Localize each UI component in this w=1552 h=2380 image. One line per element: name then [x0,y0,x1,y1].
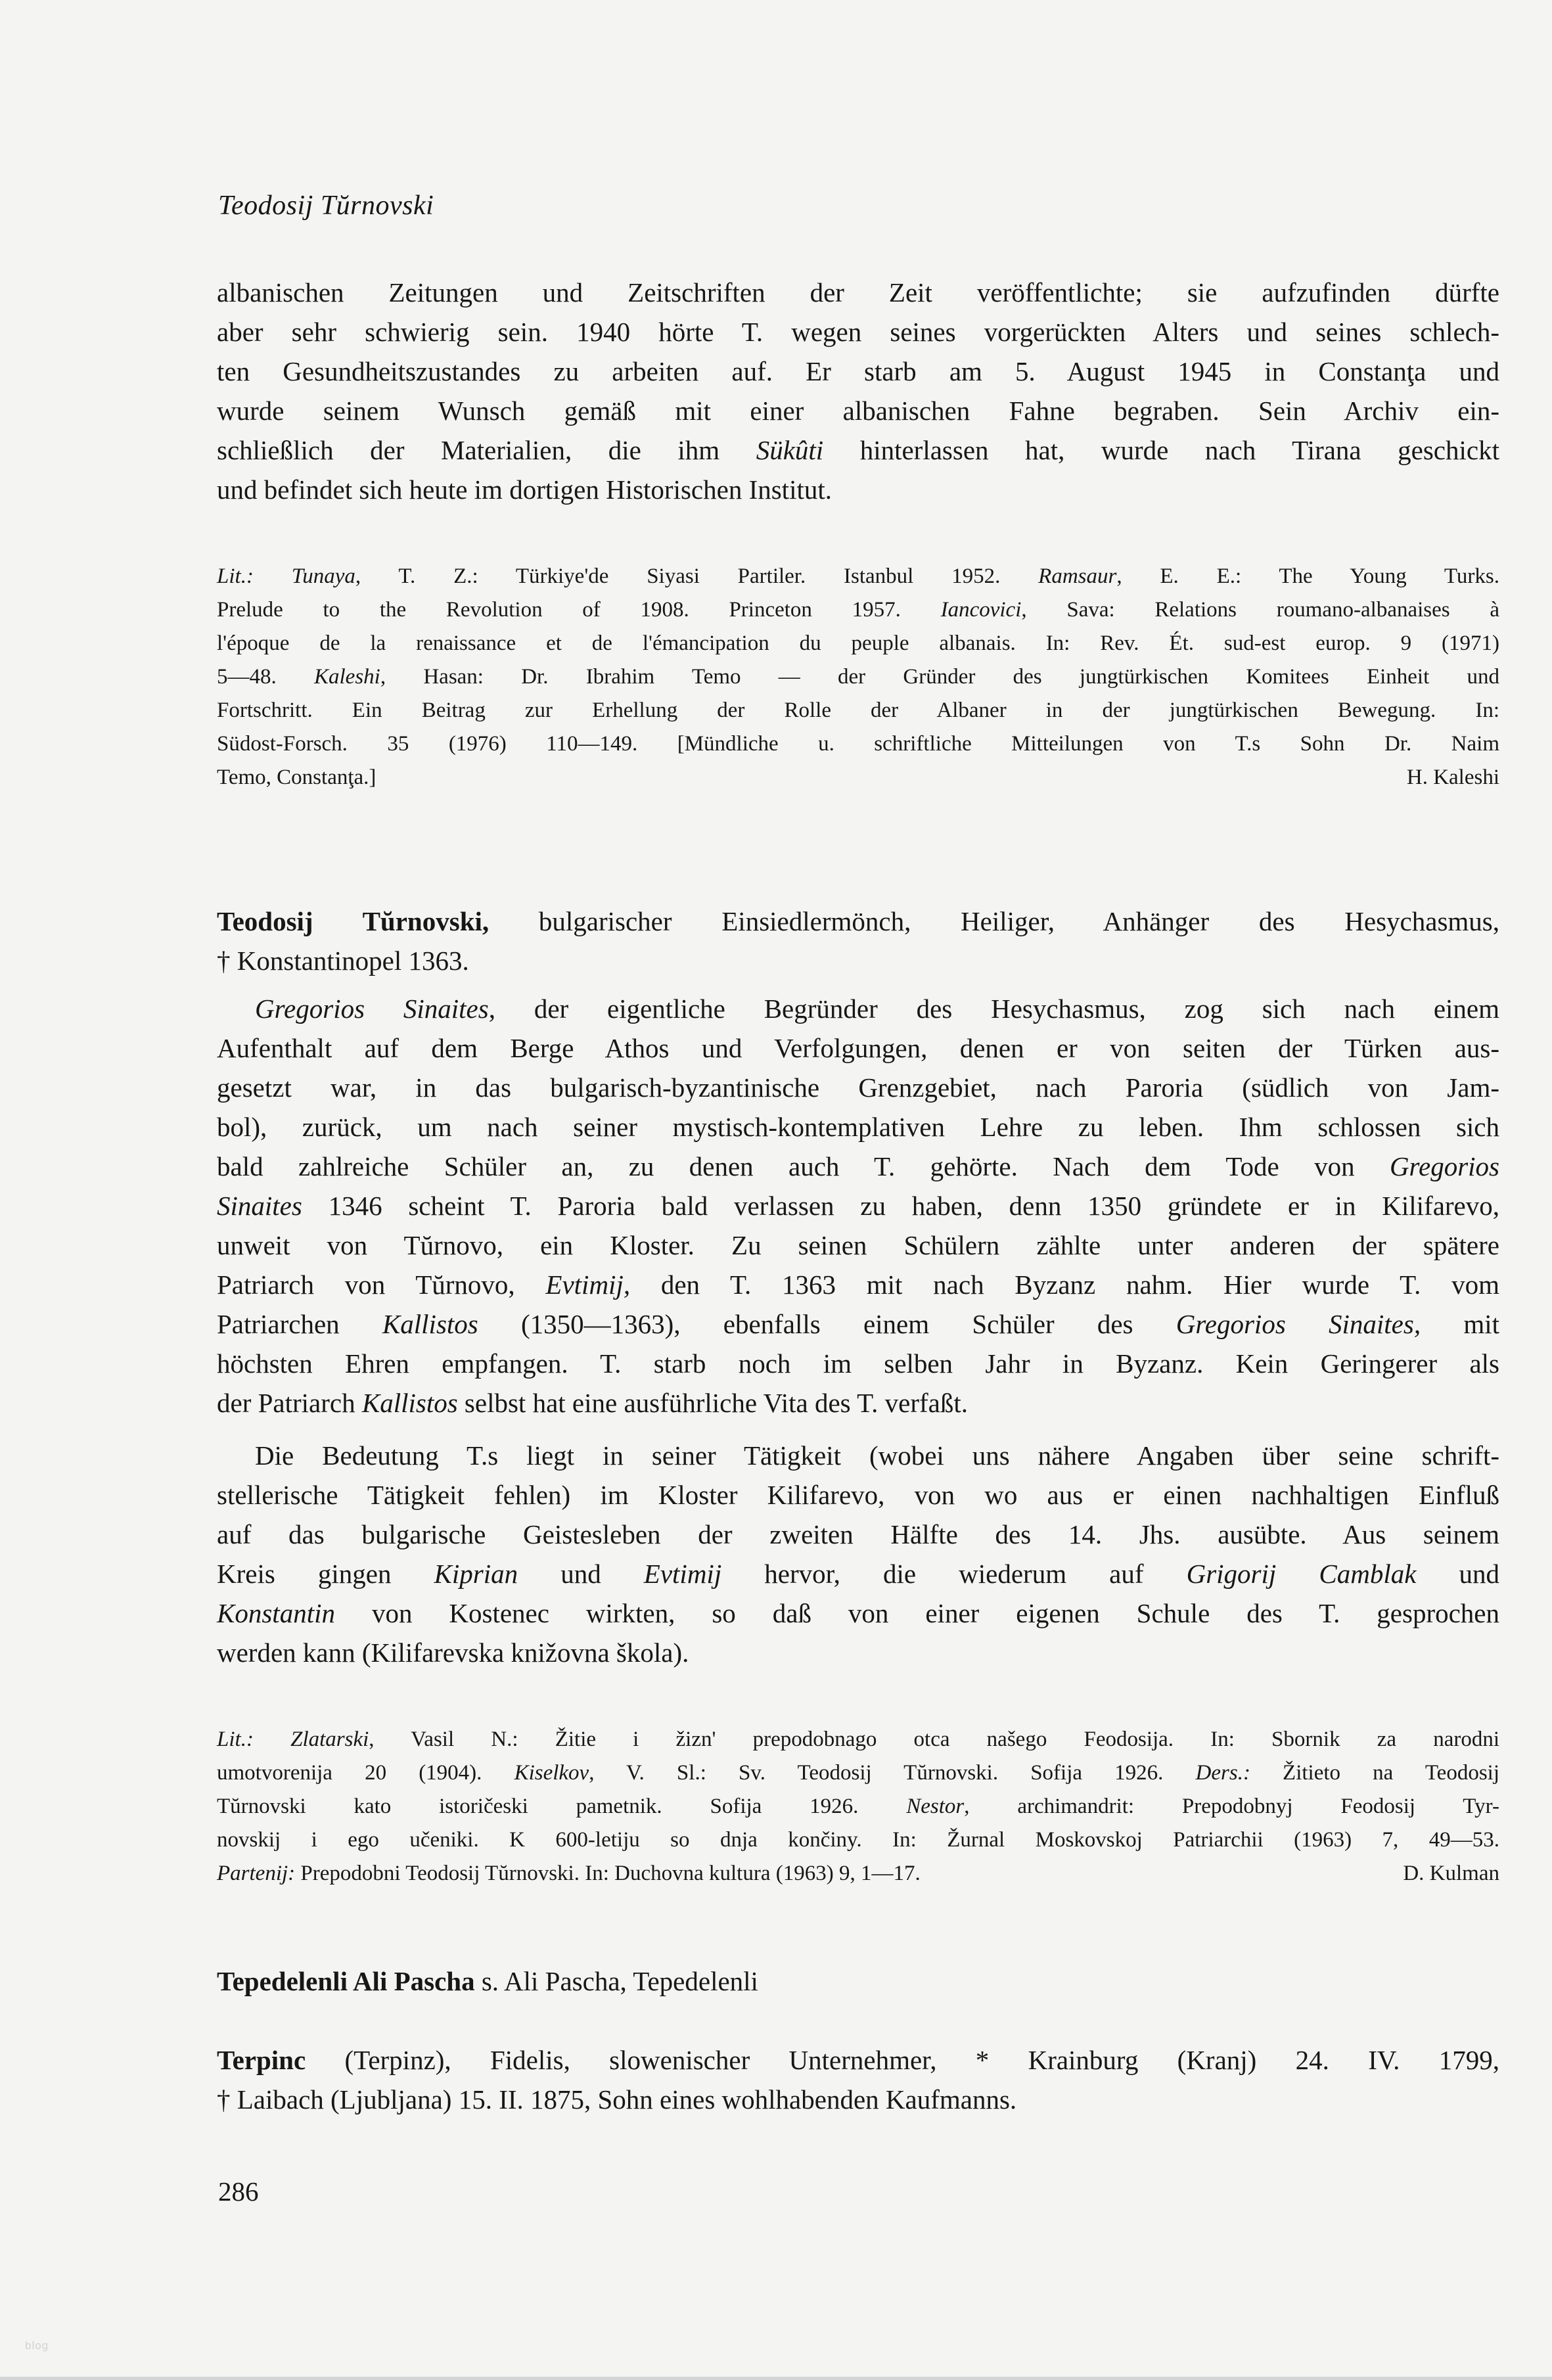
text-line [217,727,1499,761]
text-segment: Kiprian [434,1559,518,1589]
scan-edge-line [0,2377,1552,2380]
text-line [217,1068,1499,1107]
text-segment: und befindet sich heute im dortigen Historischen Institut. [217,474,832,505]
text-segment: Sükûti [756,435,824,465]
text-line [217,470,1499,509]
text-segment: auf das bulgarische Geistesleben der zweiten Hälfte des 14. Jhs. ausübte. Aus seinem [217,1519,1499,1549]
text-segment: bulgarischer Einsiedlermönch, Heiliger, Anhänger des Hesychasmus, [489,906,1499,936]
text-segment: Ramsaur [1038,564,1117,588]
text-line [217,1823,1499,1857]
text-segment: Iancovici [940,598,1022,622]
text-line [217,2080,1499,2119]
text-line [217,1633,1499,1672]
page-number: 286 [218,2176,259,2207]
text-segment: hinterlassen hat, wurde nach Tirana geschickt [823,435,1499,465]
text-line [217,2040,1499,2080]
entry-terpinc [217,2040,1499,2119]
text-segment: der Patriarch [217,1388,362,1418]
text-line [217,989,1499,1028]
text-line [217,1265,1499,1304]
text-segment: Fortschritt. Ein Beitrag zur Erhellung der Rolle der Albaner in der jungtürkischen Bewegung. In: [217,698,1499,722]
text-segment: stellerische Tätigkeit fehlen) im Kloster Kilifarevo, von wo aus er einen nachhaltigen Einfluß [217,1480,1499,1510]
text-segment: , E. E.: The Young Turks. [1116,564,1500,588]
text-line [217,1857,1499,1890]
text-segment: selbst hat eine ausführliche Vita des T. verfaßt. [457,1388,968,1418]
text-segment: gesetzt war, in das bulgarisch-byzantinische Grenzgebiet, nach Paroria (südlich von Jam- [217,1072,1499,1103]
text-line [217,1344,1499,1383]
text-line [217,593,1499,627]
text-segment: s. Ali Pascha, Tepedelenli [474,1966,758,1996]
text-line [217,1383,1499,1423]
text-segment: Tŭrnovski kato istoričeski pametnik. Sofija 1926. [217,1795,907,1818]
text-line [217,1225,1499,1265]
text-segment: , T. Z.: Türkiye'de Siyasi Partiler. Istanbul 1952. [355,564,1039,588]
text-segment: Kallistos [382,1309,478,1339]
text-segment: Die Bedeutung T.s liegt in seiner Tätigkeit (wobei uns nähere Angaben über seine schrift- [255,1440,1499,1471]
text-segment: Südost-Forsch. 35 (1976) 110—149. [Mündliche u. schriftliche Mitteilungen von T.s Sohn Dr. Naim [217,732,1499,756]
text-segment: Ders.: [1195,1761,1250,1785]
text-line [217,1475,1499,1515]
text-segment: wurde seinem Wunsch gemäß mit einer albanischen Fahne begraben. Sein Archiv ein- [217,396,1499,426]
text-segment: 5—48. [217,665,314,689]
entry-teodosij-heading [217,902,1499,980]
text-line [217,312,1499,352]
text-line [217,1723,1499,1756]
text-segment: Sinaites [217,1191,302,1221]
text-line [217,1186,1499,1225]
watermark: blog [25,2339,49,2352]
text-segment: Kiselkov [514,1761,589,1785]
text-segment: , V. Sl.: Sv. Teodosij Tŭrnovski. Sofija 1926. [589,1761,1196,1785]
text-segment: Kreis gingen [217,1559,434,1589]
text-segment: Kaleshi [314,665,380,689]
text-segment: werden kann (Kilifarevska knižovna škola). [217,1637,689,1668]
text-segment: Tepedelenli Ali Pascha [217,1966,475,1996]
text-segment: (Terpinz), Fidelis, slowenischer Unternehmer, * Krainburg (Kranj) 24. IV. 1799, [306,2045,1499,2075]
text-segment: den T. 1363 mit nach Byzanz nahm. Hier wurde T. vom [630,1270,1499,1300]
text-segment: Patriarch von Tŭrnovo, [217,1270,546,1300]
text-segment: Teodosij Tŭrnovski, [217,906,490,936]
text-segment: Prelude to the Revolution of 1908. Princeton 1957. [217,598,941,622]
text-line [217,902,1499,941]
line-left-text [217,1857,921,1890]
text-line [217,660,1499,694]
text-line [217,1304,1499,1344]
entry-teodosij-body-1 [217,989,1499,1423]
text-segment: † Konstantinopel 1363. [217,946,469,976]
text-segment: schließlich der Materialien, die ihm [217,435,756,465]
text-line [217,1147,1499,1186]
text-line [217,352,1499,391]
text-segment: hervor, die wiederum auf [721,1559,1187,1589]
author-signature: D. Kulman [1403,1862,1499,1885]
text-line [217,761,1499,794]
text-segment: , Sava: Relations roumano-albanaises à [1021,598,1499,622]
text-segment: Patriarchen [217,1309,382,1339]
text-segment: Nestor [906,1795,965,1818]
text-segment: Prepodobni Teodosij Tŭrnovski. In: Duchovna kultura (1963) 9, 1—17. [295,1862,921,1885]
literature-temo [217,560,1499,794]
text-segment: Evtimij, [545,1270,631,1300]
text-line [217,273,1499,312]
text-line [217,560,1499,593]
text-segment: Kallistos [361,1388,458,1418]
text-line [217,1756,1499,1790]
text-segment: (1350—1363), ebenfalls einem Schüler des [478,1309,1176,1339]
text-line [217,627,1499,660]
text-segment: Grigorij Camblak [1186,1559,1417,1589]
text-line [217,1554,1499,1593]
text-segment: Lit.: Tunaya [217,564,355,588]
text-segment: aber sehr schwierig sein. 1940 hörte T. wegen seines vorgerückten Alters und seines schlech- [217,317,1499,347]
text-line [217,941,1499,980]
text-segment: von Kostenec wirkten, so daß von einer eigenen Schule des T. gesprochen [334,1598,1499,1628]
text-segment: höchsten Ehren empfangen. T. starb noch im selben Jahr in Byzanz. Kein Geringerer als [217,1348,1499,1379]
text-segment: bol), zurück, um nach seiner mystisch-kontemplativen Lehre zu leben. Ihm schlossen sich [217,1112,1499,1142]
text-segment: l'époque de la renaissance et de l'émancipation du peuple albanais. In: Rev. Ét. sud-est europ. 9 (1971) [217,631,1499,655]
text-segment: und [518,1559,644,1589]
text-segment: Aufenthalt auf dem Berge Athos und Verfolgungen, denen er von seiten der Türken aus- [217,1033,1499,1063]
text-segment: , archimandrit: Prepodobnyj Feodosij Tyr- [964,1795,1499,1818]
text-segment: Terpinc [217,2045,306,2075]
line-left-text [217,761,376,794]
text-segment: 1346 scheint T. Paroria bald verlassen zu haben, denn 1350 gründete er in Kilifarevo, [302,1191,1499,1221]
text-segment: bald zahlreiche Schüler an, zu denen auch T. gehörte. Nach dem Tode von [217,1151,1390,1181]
entry-teodosij-body-2 [217,1436,1499,1672]
text-line [217,1436,1499,1475]
text-segment: ten Gesundheitszustandes zu arbeiten auf. Er starb am 5. August 1945 in Constanţa und [217,356,1499,386]
entry-temo-continuation [217,273,1499,509]
text-line [217,1961,1499,2001]
text-segment: , Hasan: Dr. Ibrahim Temo — der Gründer des jungtürkischen Komitees Einheit und [380,665,1499,689]
text-segment: albanischen Zeitungen und Zeitschriften der Zeit veröffentlichte; sie aufzufinden dürfte [217,277,1499,308]
text-segment: unweit von Tŭrnovo, ein Kloster. Zu seinen Schülern zählte unter anderen der spätere [217,1230,1499,1260]
text-segment: , Vasil N.: Žitie i žizn' prepodobnago otca našego Feodosija. In: Sbornik za narodni [369,1728,1500,1751]
text-line [217,694,1499,727]
entry-tepedelenli [217,1961,1499,2001]
text-segment: novskij i ego učeniki. K 600-letiju so dnja končiny. In: Žurnal Moskovskoj Patriarchii (1963) 7, 49—53. [217,1828,1499,1852]
text-segment: † Laibach (Ljubljana) 15. II. 1875, Sohn eines wohlhabenden Kaufmanns. [217,2084,1017,2115]
text-segment: Gregorios [1389,1151,1499,1181]
literature-teodosij [217,1723,1499,1890]
text-line [217,1593,1499,1633]
text-line [217,1107,1499,1147]
text-segment: Gregorios Sinaites [255,994,489,1024]
text-segment: Gregorios Sinaites, [1175,1309,1421,1339]
text-line [217,391,1499,430]
text-segment: Evtimij [643,1559,722,1589]
text-line [217,1515,1499,1554]
text-segment: Konstantin [217,1598,335,1628]
text-line [217,430,1499,470]
text-segment: und [1416,1559,1499,1589]
text-segment: Žitieto na Teodosij [1250,1761,1500,1785]
text-segment: Partenij: [217,1862,296,1885]
text-segment: Lit.: Zlatarski [217,1728,369,1751]
running-head: Teodosij Tŭrnovski [218,191,434,221]
text-line [217,1790,1499,1823]
text-segment: Temo, Constanţa.] [217,766,377,789]
text-segment: umotvorenija 20 (1904). [217,1761,514,1785]
text-line [217,1028,1499,1068]
text-segment: , der eigentliche Begründer des Hesychasmus, zog sich nach einem [488,994,1499,1024]
author-signature: H. Kaleshi [1406,766,1499,789]
text-segment: mit [1421,1309,1499,1339]
